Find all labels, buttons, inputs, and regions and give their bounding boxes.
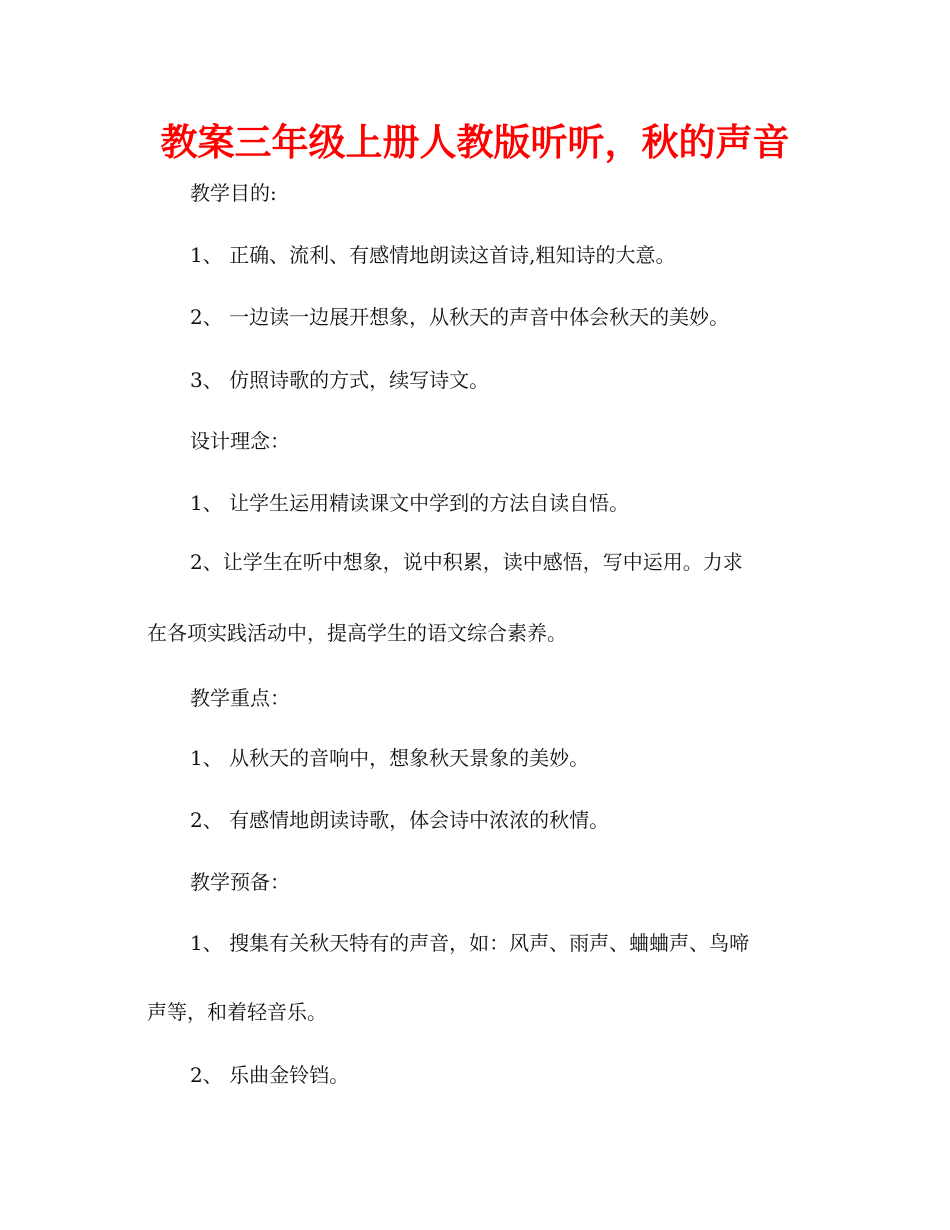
document-title: 教案三年级上册人教版听听，秋的声音 — [160, 121, 790, 164]
section-heading-preparation: 教学预备： — [190, 870, 290, 894]
preparation-item-1: 1、 搜集有关秋天特有的声音，如：风声、雨声、蛐蛐声、鸟啼 — [190, 931, 750, 955]
concept-item-2: 2、让学生在听中想象，说中积累，读中感悟，写中运用。力求 — [190, 550, 743, 574]
preparation-item-1-continued: 声等，和着轻音乐。 — [147, 1000, 327, 1024]
section-heading-key-points: 教学重点： — [190, 686, 290, 710]
key-point-item-2: 2、 有感情地朗读诗歌，体会诗中浓浓的秋情。 — [190, 808, 610, 832]
section-heading-teaching-goals: 教学目的: — [190, 181, 277, 205]
preparation-item-2: 2、 乐曲金铃铛。 — [190, 1063, 350, 1087]
concept-item-2-continued: 在各项实践活动中，提高学生的语文综合素养。 — [147, 621, 567, 645]
goal-item-1: 1、 正确、流利、有感情地朗读这首诗,粗知诗的大意。 — [190, 243, 676, 267]
concept-item-1: 1、 让学生运用精读课文中学到的方法自读自悟。 — [190, 491, 630, 515]
key-point-item-1: 1、 从秋天的音响中，想象秋天景象的美妙。 — [190, 746, 590, 770]
goal-item-3: 3、 仿照诗歌的方式，续写诗文。 — [190, 368, 490, 392]
goal-item-2: 2、 一边读一边展开想象，从秋天的声音中体会秋天的美妙。 — [190, 305, 730, 329]
section-heading-design-concept: 设计理念： — [190, 429, 290, 453]
